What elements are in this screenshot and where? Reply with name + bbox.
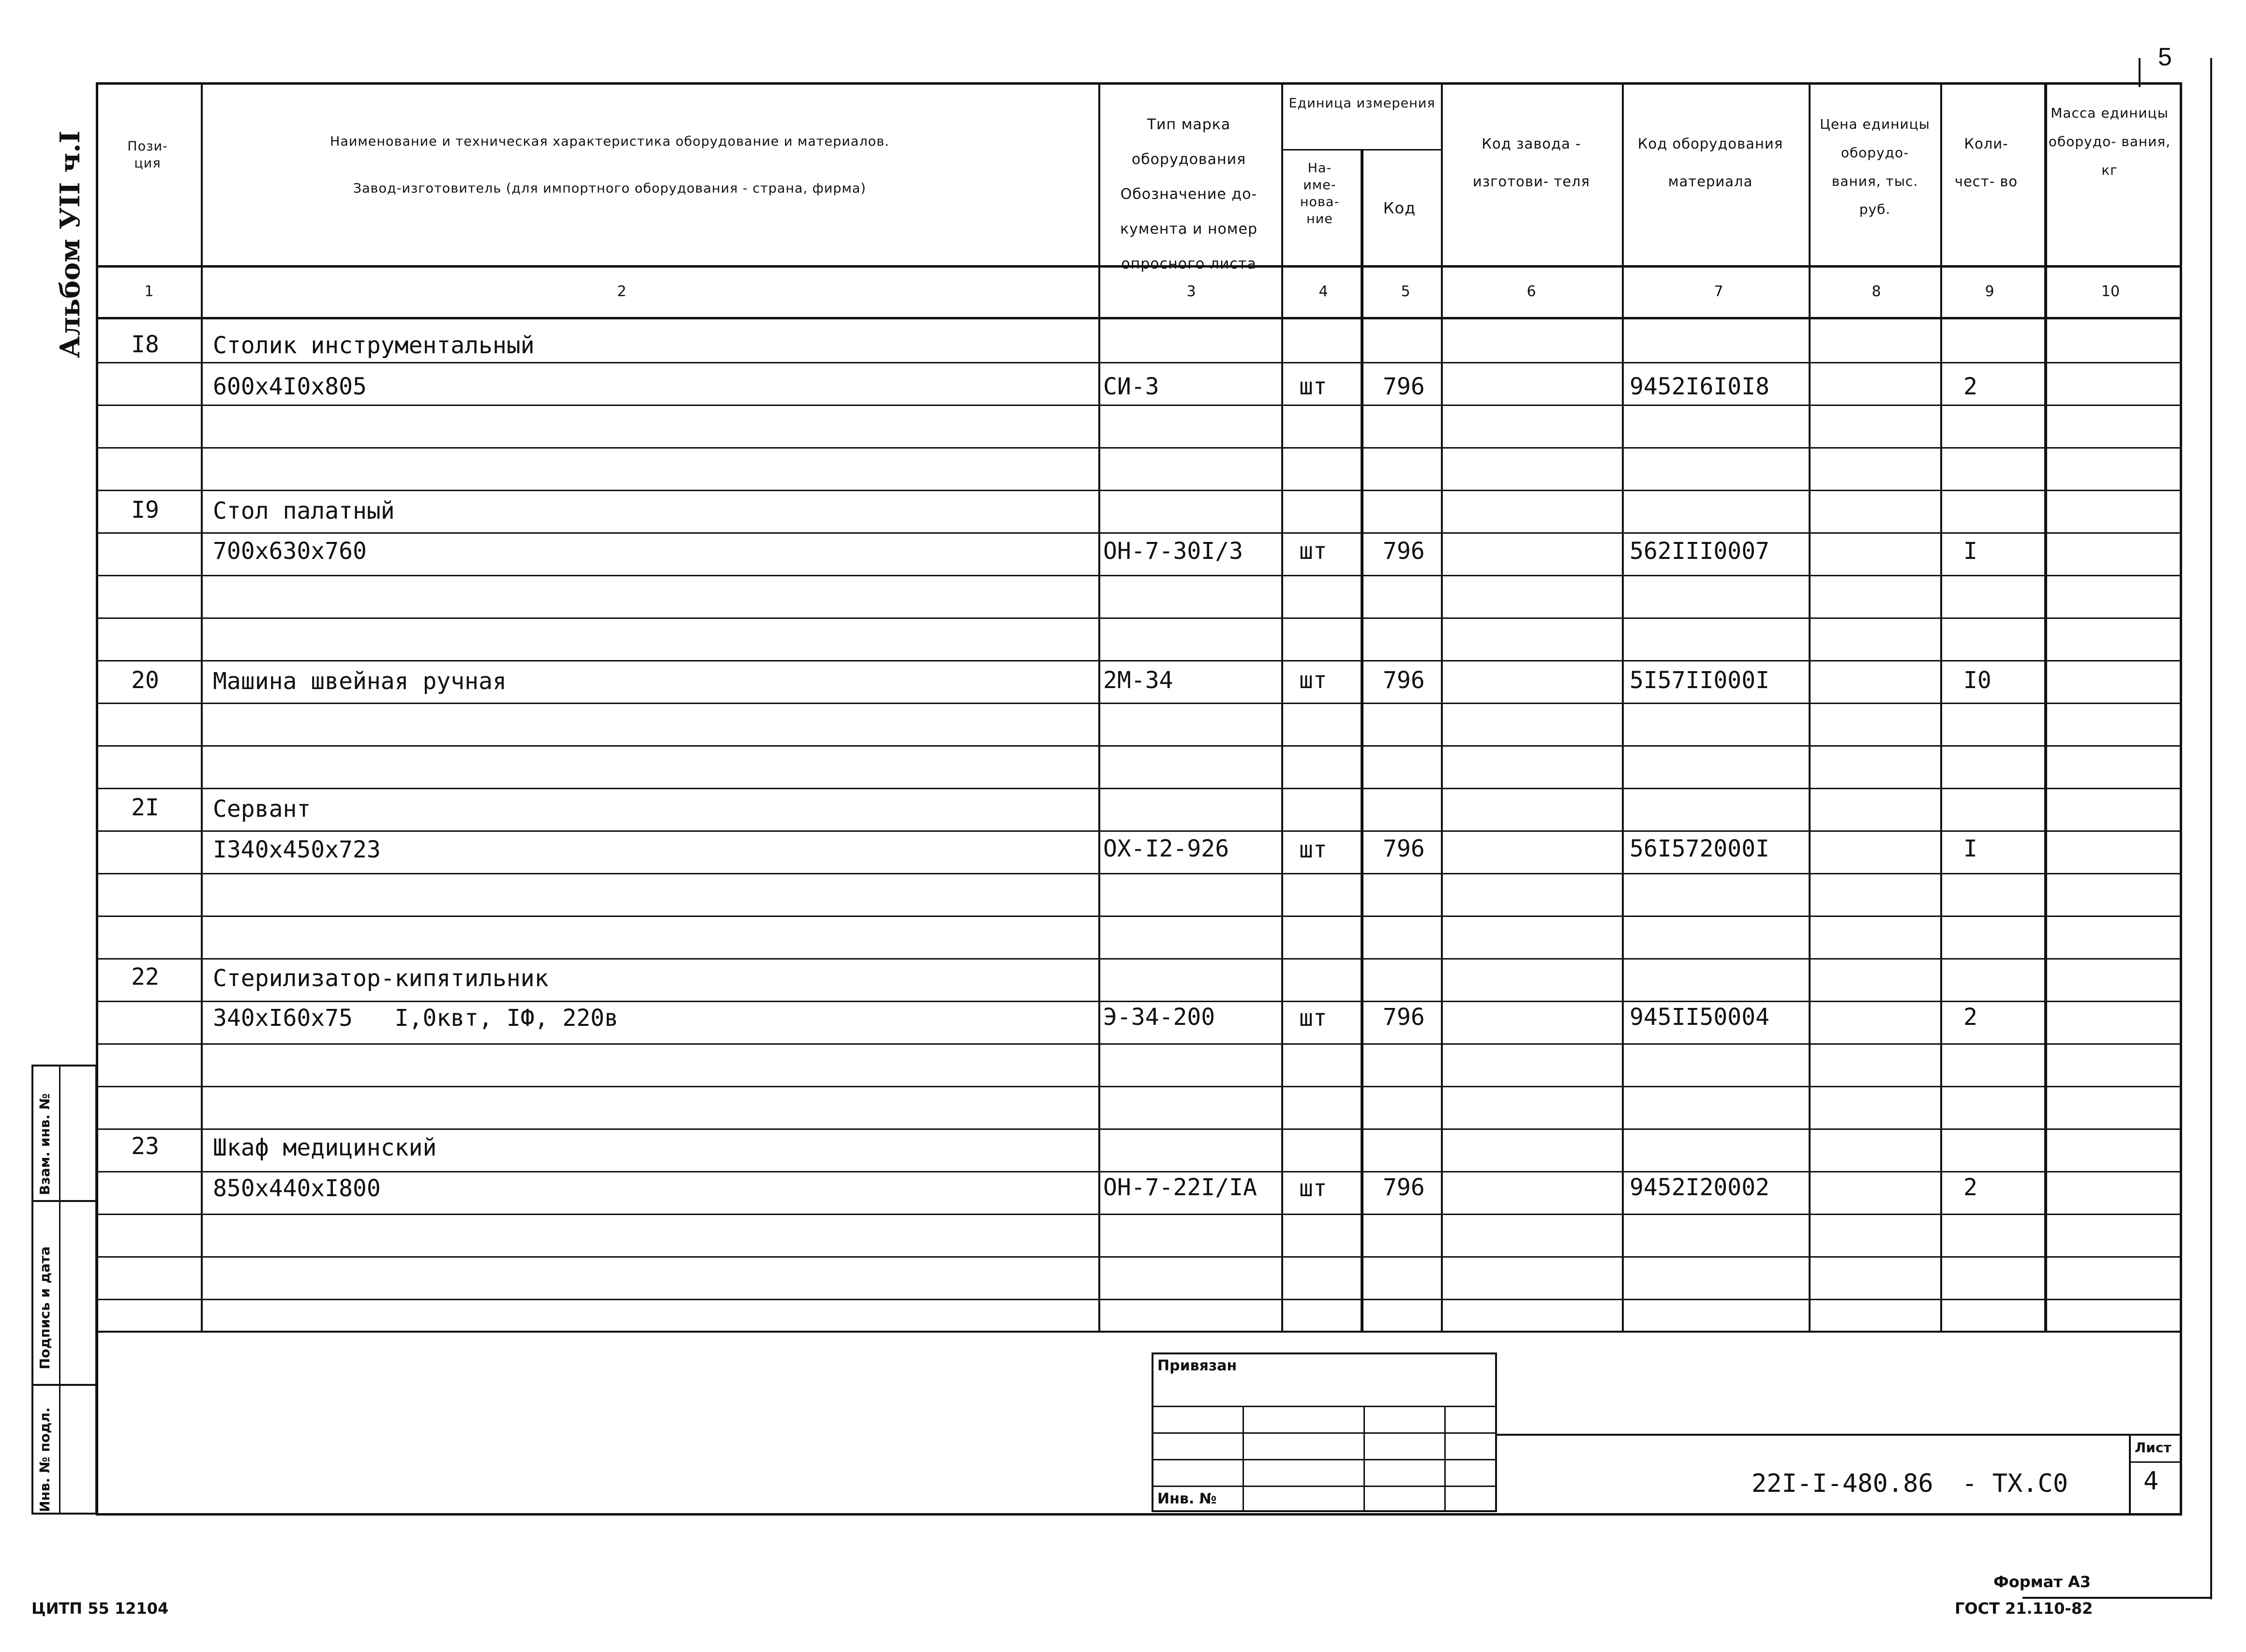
row-line xyxy=(96,1256,2182,1258)
row-name: Стерилизатор-кипятильник xyxy=(213,965,549,992)
header-position: Пози- ция xyxy=(127,139,168,171)
row-line xyxy=(96,1299,2182,1300)
margin-label-inv-podl: Инв. № подл. xyxy=(37,1407,53,1512)
row-line xyxy=(96,1043,2182,1045)
document-code: 22I-I-480.86 xyxy=(1752,1469,1933,1498)
table-end-line xyxy=(96,1331,2182,1333)
column-line xyxy=(201,82,203,1331)
row-unit-code: 796 xyxy=(1383,538,1425,565)
row-line xyxy=(96,1086,2182,1087)
row-line xyxy=(96,1128,2182,1130)
row-name: Шкаф медицинский xyxy=(213,1134,437,1161)
row-equipment-code: 9452I6I0I8 xyxy=(1630,373,1769,400)
sheet-label: Лист xyxy=(2135,1440,2171,1456)
row-position: 2I xyxy=(131,794,159,821)
colnum-5: 5 xyxy=(1401,283,1410,300)
title-block-top xyxy=(1497,1434,2182,1436)
sheet-box-left xyxy=(2129,1434,2131,1513)
stamp-v1 xyxy=(1243,1406,1244,1512)
stamp-inv-no: Инв. № xyxy=(1157,1490,1217,1507)
row-quantity: 2 xyxy=(1963,373,1977,400)
header-unit-name: На- име- нова- ние xyxy=(1300,161,1340,227)
colnum-6: 6 xyxy=(1527,283,1536,300)
row-line xyxy=(96,362,2182,363)
row-type: ОН-7-22I/IА xyxy=(1103,1174,1257,1201)
row-line xyxy=(96,916,2182,917)
header-mass: Масса единицы оборудо- вания, кг xyxy=(2048,105,2171,178)
row-line xyxy=(96,447,2182,449)
colnum-9: 9 xyxy=(1985,283,1994,300)
row-type: 2М-34 xyxy=(1103,667,1173,694)
frame-right xyxy=(2180,82,2182,1516)
stamp-v2 xyxy=(1363,1406,1365,1512)
row-type: ОХ-I2-926 xyxy=(1103,835,1229,862)
colnum-2: 2 xyxy=(617,283,627,300)
row-line xyxy=(96,788,2182,789)
row-quantity: I xyxy=(1963,835,1977,862)
row-unit-code: 796 xyxy=(1383,373,1425,400)
row-dimensions: 340xI60x75 I,0квт, IФ, 220в xyxy=(213,1005,619,1032)
row-type: СИ-3 xyxy=(1103,373,1159,400)
row-line xyxy=(96,745,2182,747)
row-line xyxy=(96,405,2182,406)
row-unit-code: 796 xyxy=(1383,1004,1425,1031)
row-position: I8 xyxy=(131,331,159,358)
column-line xyxy=(1940,82,1942,1331)
footer-format: Формат А3 xyxy=(1993,1573,2091,1591)
header-name-line2: Завод-изготовитель (для импортного оборудования - страна, фирма) xyxy=(353,181,867,196)
row-line xyxy=(96,617,2182,619)
row-dimensions: I340x450x723 xyxy=(213,836,381,863)
sheet-number: 4 xyxy=(2143,1467,2159,1496)
row-equipment-code: 5I57II000I xyxy=(1630,667,1769,694)
column-line xyxy=(1441,82,1443,1331)
colnum-bottom xyxy=(96,317,2182,319)
row-name: Машина швейная ручная xyxy=(213,668,507,695)
footer-gost: ГОСТ 21.110-82 xyxy=(1955,1599,2093,1618)
row-line xyxy=(96,660,2182,661)
header-equipment-code: Код оборудования материала xyxy=(1637,135,1783,190)
column-line xyxy=(1809,82,1811,1331)
frame-bottom xyxy=(96,1513,2182,1516)
row-name: Стол палатный xyxy=(213,497,395,525)
row-type: Э-34-200 xyxy=(1103,1004,1215,1031)
frame-top xyxy=(96,82,2182,85)
row-line xyxy=(96,1214,2182,1215)
row-position: 22 xyxy=(131,963,159,991)
margin-divider-1 xyxy=(31,1200,97,1202)
row-unit: шт xyxy=(1299,836,1327,863)
header-manufacturer-code: Код завода - изготови- теля xyxy=(1472,135,1590,190)
footer-left: ЦИТП 55 12104 xyxy=(31,1599,169,1618)
column-line xyxy=(1361,149,1363,1331)
column-line xyxy=(1281,82,1283,1331)
row-unit-code: 796 xyxy=(1383,835,1425,862)
document-suffix: - ТХ.С0 xyxy=(1962,1469,2068,1498)
row-quantity: I xyxy=(1963,538,1977,565)
colnum-7: 7 xyxy=(1714,283,1723,300)
header-unit-code: Код xyxy=(1383,199,1416,217)
row-equipment-code: 945II50004 xyxy=(1630,1004,1769,1031)
row-line xyxy=(96,703,2182,704)
outer-right xyxy=(2210,58,2212,1599)
row-line xyxy=(96,830,2182,832)
column-line xyxy=(2044,82,2047,1331)
row-line xyxy=(96,490,2182,491)
header-name-line1: Наименование и техническая характеристика оборудование и материалов. xyxy=(330,134,889,149)
outer-bottom xyxy=(2022,1597,2212,1599)
row-position: I9 xyxy=(131,496,159,524)
header-unit-group: Единица измерения xyxy=(1288,96,1436,111)
row-position: 20 xyxy=(131,667,159,694)
header-price: Цена единицы оборудо- вания, тыс. руб. xyxy=(1820,116,1930,218)
row-unit-code: 796 xyxy=(1383,667,1425,694)
row-unit: шт xyxy=(1299,1175,1327,1202)
row-unit: шт xyxy=(1299,538,1327,565)
column-line xyxy=(1622,82,1624,1331)
colnum-10: 10 xyxy=(2101,283,2120,300)
row-dimensions: 600x4I0x805 xyxy=(213,373,367,400)
row-line xyxy=(96,575,2182,576)
album-label: Альбом УII ч.I xyxy=(54,131,86,358)
colnum-1: 1 xyxy=(144,283,154,300)
row-dimensions: 700x630x760 xyxy=(213,538,367,565)
row-quantity: 2 xyxy=(1963,1174,1977,1201)
row-line xyxy=(96,1001,2182,1002)
row-quantity: I0 xyxy=(1963,667,1991,694)
row-unit-code: 796 xyxy=(1383,1174,1425,1201)
colnum-3: 3 xyxy=(1186,283,1196,300)
row-line xyxy=(96,532,2182,534)
row-name: Столик инструментальный xyxy=(213,332,535,359)
row-line xyxy=(96,958,2182,960)
row-equipment-code: 9452I20002 xyxy=(1630,1174,1769,1201)
row-unit: шт xyxy=(1299,373,1327,400)
row-position: 23 xyxy=(131,1133,159,1160)
row-equipment-code: 562III0007 xyxy=(1630,538,1769,565)
stamp-privyazan: Привязан xyxy=(1157,1357,1237,1374)
row-quantity: 2 xyxy=(1963,1004,1977,1031)
colnum-4: 4 xyxy=(1318,283,1328,300)
margin-divider-2 xyxy=(31,1384,97,1386)
row-line xyxy=(96,1171,2182,1172)
row-name: Сервант xyxy=(213,796,311,823)
colnum-8: 8 xyxy=(1872,283,1881,300)
row-equipment-code: 56I572000I xyxy=(1630,835,1769,862)
margin-label-podpis: Подпись и дата xyxy=(37,1246,53,1369)
stamp-v3 xyxy=(1444,1406,1446,1512)
header-type: Тип марка оборудования Обозначение до- кумента и номер опросного листа xyxy=(1120,116,1258,272)
margin-label-vzam: Взам. инв. № xyxy=(37,1093,53,1195)
header-quantity: Коли- чест- во xyxy=(1954,135,2018,190)
sheet-box-mid xyxy=(2129,1461,2182,1463)
row-line xyxy=(96,873,2182,874)
row-dimensions: 850x440xI800 xyxy=(213,1175,381,1202)
row-unit: шт xyxy=(1299,1005,1327,1032)
margin-divider-v xyxy=(59,1065,60,1515)
row-unit: шт xyxy=(1299,667,1327,694)
page-number: 5 xyxy=(2158,43,2172,71)
row-type: ОН-7-30I/3 xyxy=(1103,538,1243,565)
